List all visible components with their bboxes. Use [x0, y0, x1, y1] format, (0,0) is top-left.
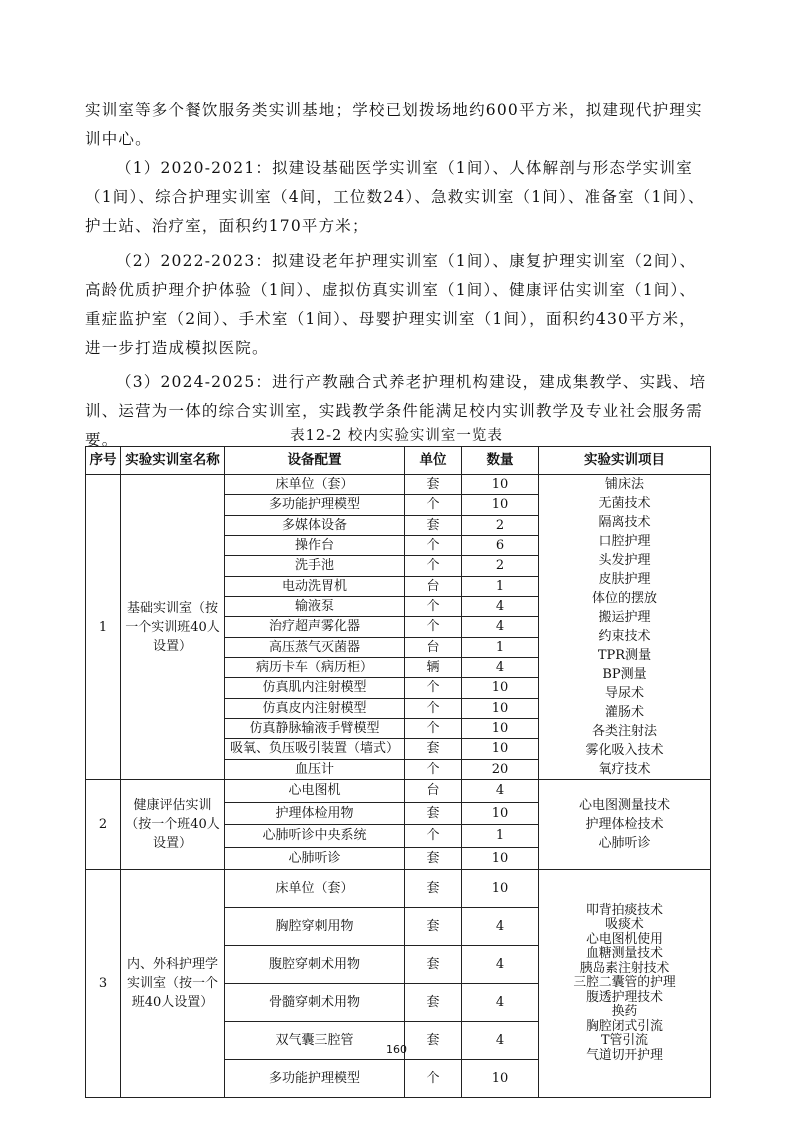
project-item: 搬运护理 [598, 610, 651, 625]
project-item: BP测量 [602, 667, 647, 682]
project-list [539, 780, 711, 870]
unit-cell: 台 [405, 576, 462, 596]
quantity-cell: 1 [462, 637, 539, 657]
project-item: 氧疗技术 [598, 762, 651, 777]
unit-cell: 套 [405, 1022, 462, 1060]
device-cell: 仿真肌内注射模型 [225, 678, 405, 698]
header-room-name: 实验实训室名称 [121, 447, 225, 475]
project-item: 灌肠术 [604, 705, 644, 720]
unit-cell: 套 [405, 908, 462, 946]
paragraph-intro: 实训室等多个餐饮服务类实训基地；学校已划拨场地约600平方米，拟建现代护理实训中心。 [85, 101, 703, 148]
unit-cell: 套 [405, 870, 462, 908]
project-item: 头发护理 [598, 553, 651, 568]
unit-cell: 台 [405, 780, 462, 803]
header-no: 序号 [86, 447, 121, 475]
header-projects: 实验实训项目 [539, 447, 711, 475]
quantity-cell: 4 [462, 1022, 539, 1060]
device-cell: 仿真皮内注射模型 [225, 698, 405, 718]
device-cell: 病历卡车（病历柜） [225, 657, 405, 677]
project-item: 腹透护理技术 [586, 989, 663, 1005]
quantity-cell: 2 [462, 515, 539, 535]
paragraph-phase-2: （2）2022-2023：拟建设老年护理实训室（1间）、康复护理实训室（2间）、高龄优质护理介护体验（1间）、虚拟仿真实训室（1间）、健康评估实训室（1间）、重症监护室（2间）、手术室（1间）、母婴护理实训室（1间），面积约430平方米，进一步打造成模拟医院。 [85, 252, 697, 357]
unit-cell: 个 [405, 678, 462, 698]
project-item: 护理体检技术 [585, 817, 664, 832]
device-cell: 心肺听诊中央系统 [225, 825, 405, 848]
device-cell: 双气囊三腔管 [225, 1022, 405, 1060]
device-cell: 护理体检用物 [225, 802, 405, 825]
project-item: TPR测量 [597, 648, 652, 663]
unit-cell: 个 [405, 718, 462, 738]
table-body [86, 475, 711, 1098]
device-cell: 仿真静脉输液手臂模型 [225, 718, 405, 738]
unit-cell: 个 [405, 495, 462, 515]
unit-cell: 个 [405, 535, 462, 555]
row-number: 2 [86, 780, 121, 870]
row-number: 1 [86, 475, 121, 780]
header-device: 设备配置 [225, 447, 405, 475]
quantity-cell: 4 [462, 780, 539, 803]
table-row [86, 870, 711, 908]
unit-cell: 套 [405, 515, 462, 535]
header-row [86, 447, 711, 475]
project-item: 血糖测量技术 [586, 946, 663, 962]
training-room-table [85, 446, 711, 1098]
project-item: 心肺听诊 [598, 836, 651, 851]
unit-cell: 个 [405, 759, 462, 779]
quantity-cell: 10 [462, 698, 539, 718]
room-name: 健康评估实训（按一个班40人设置） [121, 780, 225, 870]
quantity-cell: 10 [462, 847, 539, 870]
project-item: T管引流 [601, 1033, 648, 1049]
device-cell: 高压蒸气灭菌器 [225, 637, 405, 657]
project-item: 无菌技术 [598, 496, 651, 511]
header-unit: 单位 [405, 447, 462, 475]
unit-cell: 个 [405, 596, 462, 616]
unit-cell: 套 [405, 475, 462, 495]
unit-cell: 套 [405, 946, 462, 984]
project-item: 铺床法 [604, 477, 644, 492]
project-list [539, 475, 711, 780]
device-cell: 治疗超声雾化器 [225, 617, 405, 637]
project-item: 导尿术 [604, 686, 644, 701]
quantity-cell: 4 [462, 657, 539, 677]
unit-cell: 套 [405, 802, 462, 825]
quantity-cell: 20 [462, 759, 539, 779]
quantity-cell: 10 [462, 1060, 539, 1098]
project-item: 体位的摆放 [591, 591, 657, 606]
unit-cell: 个 [405, 556, 462, 576]
quantity-cell: 10 [462, 739, 539, 759]
device-cell: 骨髓穿刺术用物 [225, 984, 405, 1022]
quantity-cell: 2 [462, 556, 539, 576]
project-list [539, 870, 711, 1098]
device-cell: 操作台 [225, 535, 405, 555]
device-cell: 心电图机 [225, 780, 405, 803]
project-item: 胸腔闭式引流 [586, 1018, 663, 1034]
table-row [86, 780, 711, 803]
unit-cell: 套 [405, 739, 462, 759]
project-item: 皮肤护理 [598, 572, 651, 587]
unit-cell: 套 [405, 847, 462, 870]
device-cell: 吸氧、负压吸引装置（墙式） [225, 739, 405, 759]
unit-cell: 台 [405, 637, 462, 657]
quantity-cell: 10 [462, 718, 539, 738]
room-name: 内、外科护理学实训室（按一个班40人设置） [121, 870, 225, 1098]
quantity-cell: 4 [462, 596, 539, 616]
paragraph-phase-3: （3）2024-2025：进行产教融合式养老护理机构建设，建成集教学、实践、培训、运营为一体的综合实训室，实践教学条件能满足校内实训教学及专业社会服务需要。 [85, 373, 707, 449]
project-item: 换药 [611, 1004, 638, 1020]
quantity-cell: 4 [462, 984, 539, 1022]
table-row [86, 475, 711, 495]
quantity-cell: 1 [462, 576, 539, 596]
quantity-cell: 4 [462, 908, 539, 946]
project-item: 各类注射法 [591, 724, 657, 739]
device-cell: 洗手池 [225, 556, 405, 576]
quantity-cell: 10 [462, 802, 539, 825]
unit-cell: 个 [405, 617, 462, 637]
device-cell: 多功能护理模型 [225, 495, 405, 515]
device-cell: 电动洗胃机 [225, 576, 405, 596]
device-cell: 胸腔穿刺用物 [225, 908, 405, 946]
row-number: 3 [86, 870, 121, 1098]
quantity-cell: 6 [462, 535, 539, 555]
device-cell: 心肺听诊 [225, 847, 405, 870]
unit-cell: 个 [405, 825, 462, 848]
project-item: 隔离技术 [598, 515, 651, 530]
unit-cell: 辆 [405, 657, 462, 677]
unit-cell: 套 [405, 984, 462, 1022]
project-item: 雾化吸入技术 [585, 743, 664, 758]
quantity-cell: 10 [462, 475, 539, 495]
quantity-cell: 4 [462, 617, 539, 637]
unit-cell: 个 [405, 698, 462, 718]
project-item: 三腔二囊管的护理 [573, 975, 676, 991]
quantity-cell: 1 [462, 825, 539, 848]
project-item: 心电图机使用 [586, 931, 663, 947]
project-item: 胰岛素注射技术 [579, 960, 670, 976]
quantity-cell: 10 [462, 870, 539, 908]
project-item: 约束技术 [598, 629, 651, 644]
device-cell: 多功能护理模型 [225, 1060, 405, 1098]
device-cell: 床单位（套） [225, 870, 405, 908]
device-cell: 腹腔穿刺术用物 [225, 946, 405, 984]
page-number: 160 [386, 1043, 407, 1056]
project-item: 气道切开护理 [586, 1047, 663, 1063]
project-item: 吸痰术 [605, 917, 644, 933]
unit-cell: 个 [405, 1060, 462, 1098]
quantity-cell: 10 [462, 495, 539, 515]
project-item: 心电图测量技术 [578, 798, 670, 813]
device-cell: 多媒体设备 [225, 515, 405, 535]
device-cell: 输液泵 [225, 596, 405, 616]
quantity-cell: 4 [462, 946, 539, 984]
device-cell: 血压计 [225, 759, 405, 779]
header-quantity: 数量 [462, 447, 539, 475]
project-item: 口腔护理 [598, 534, 651, 549]
quantity-cell: 10 [462, 678, 539, 698]
device-cell: 床单位（套） [225, 475, 405, 495]
project-item: 叩背拍痰技术 [586, 902, 663, 918]
table-caption: 表12-2 校内实验实训室一览表 [290, 428, 503, 444]
paragraph-phase-1: （1）2020-2021：拟建设基础医学实训室（1间）、人体解剖与形态学实训室（1间）、综合护理实训室（4间，工位数24）、急救实训室（1间）、准备室（1间）、护士站、治疗室，面积约170平方米； [85, 159, 705, 235]
room-name: 基础实训室（按一个实训班40人设置） [121, 475, 225, 780]
